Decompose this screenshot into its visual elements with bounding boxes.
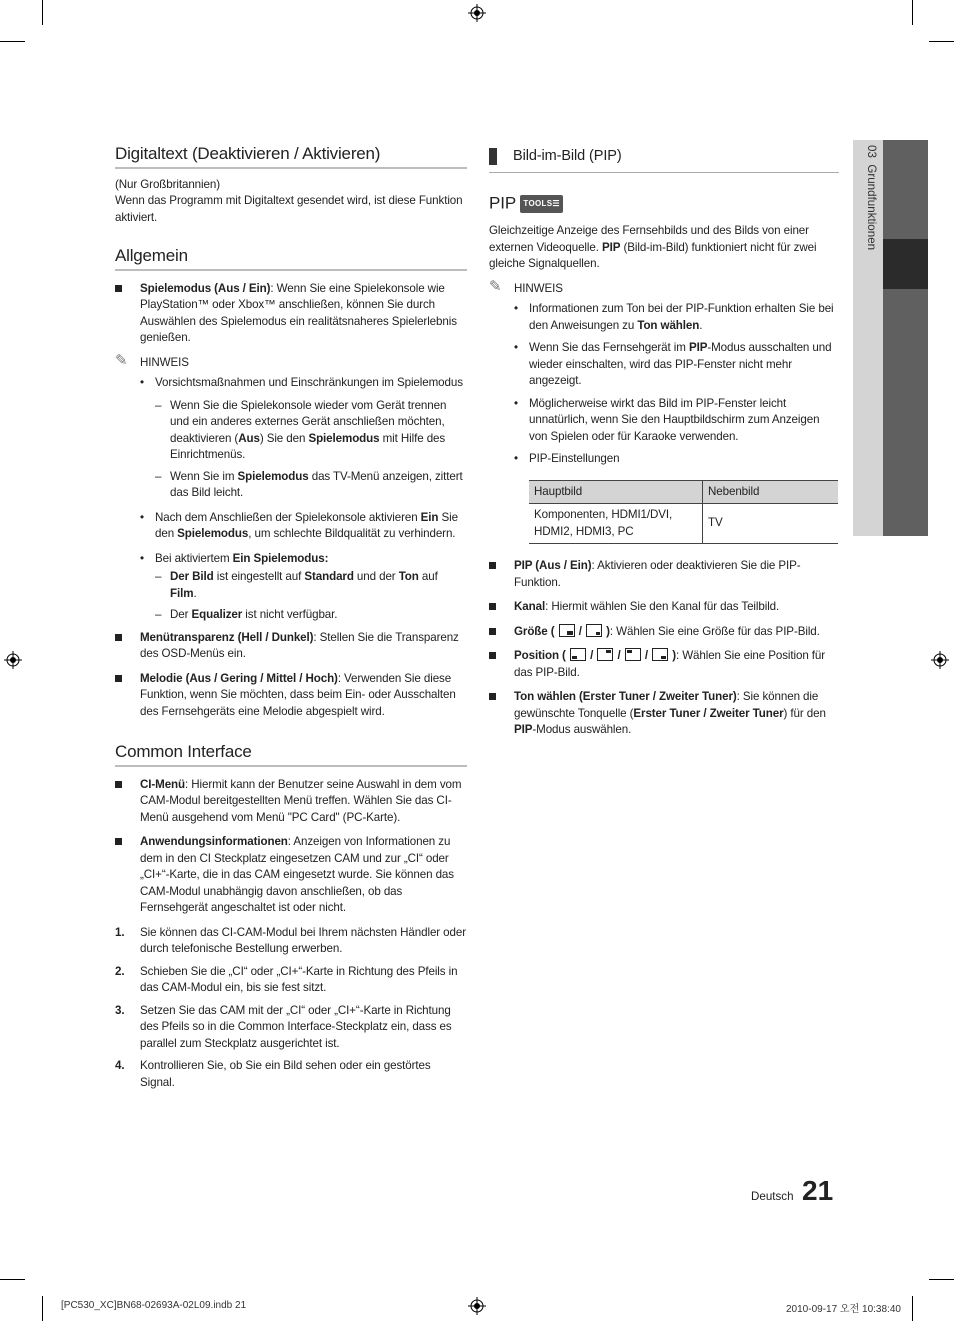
section-digitaltext (115, 146, 467, 226)
heading-digitaltext: Digitaltext (Deaktivieren / Aktivieren) (115, 146, 467, 169)
list-item: – Der Equalizer ist nicht verfügbar. (115, 607, 467, 624)
note-header (115, 351, 467, 372)
chapter-number: 03 (865, 145, 878, 158)
list-item: – Der Bild ist eingestellt auf Standard und der Ton auf Film. (115, 569, 467, 602)
table-header-row (529, 480, 838, 504)
bullet-square-icon (115, 675, 122, 682)
crop-mark (0, 41, 25, 42)
list-item: • Nach dem Anschließen der Spielekonsole aktivieren Ein Sie den Spielemodus, um schlechte Bildqualität zu verhindern. (115, 510, 467, 543)
bullet-square-icon (115, 285, 122, 292)
crop-mark (42, 1296, 43, 1321)
registration-mark-icon (4, 651, 22, 669)
bullet-square-icon (489, 562, 496, 569)
pip-size-small-icon (586, 624, 602, 637)
pip-intro: Gleichzeitige Anzeige des Fernsehbilds und des Bilds von einer externen Videoquelle. PIP (Bild-im-Bild) funktioniert nicht für zwei gleiche Signalquellen. (489, 224, 817, 270)
step-item: 3. Setzen Sie das CAM mit der „CI“ oder „CI+“-Karte in Richtung des Pfeils so in die Common Interface-Steckplatz ein, dass es parallel zum Steckplatz ausgerichtet ist. (115, 1003, 452, 1050)
heading-allgemein: Allgemein (115, 248, 467, 271)
list-item-melodie: Melodie (Aus / Gering / Mittel / Hoch): Verwenden Sie diese Funktion, wenn Sie möchten, dass beim Ein- oder Ausschalten des Fernsehgeräts eine Melodie abgespielt wird. (115, 671, 467, 721)
list-item: • Vorsichtsmaßnahmen und Einschränkungen im Spielemodus (115, 375, 467, 392)
heading-common-interface: Common Interface (115, 744, 467, 767)
footer-language: Deutsch (751, 1190, 794, 1203)
pip-position-top-right-icon (597, 648, 613, 661)
chapter-tab-label (858, 145, 878, 250)
list-item-groesse: Größe ( / ): Wählen Sie eine Größe für das PIP-Bild. (489, 624, 839, 641)
bullet-square-icon (115, 838, 122, 845)
pip-settings-table (529, 480, 838, 545)
list-item-ton-waehlen: Ton wählen (Erster Tuner / Zweiter Tuner): Sie können die gewünschte Tonquelle (Erster Tuner / Zweiter Tuner) für den PIP-Modus auswählen. (489, 689, 839, 739)
pip-position-bottom-left-icon (570, 648, 586, 661)
tools-icon: TOOLS☰ (520, 195, 562, 214)
term-spielemodus: Spielemodus (Aus / Ein) (140, 281, 271, 295)
list-item: • Bei aktiviertem Ein Spielemodus: (115, 551, 467, 568)
list-item-pip-onoff: PIP (Aus / Ein): Aktivieren oder deaktivieren Sie die PIP-Funktion. (489, 558, 839, 591)
section-common-interface (115, 744, 467, 1091)
crop-mark (929, 1279, 954, 1280)
text-digitaltext-desc: Wenn das Programm mit Digitaltext gesendet wird, ist diese Funktion aktiviert. (115, 194, 463, 224)
pip-position-bottom-right-icon (652, 648, 668, 661)
table-cell: Komponenten, HDMI1/DVI, HDMI2, HDMI3, PC (529, 504, 703, 544)
table-row (529, 504, 838, 544)
step-item: 4. Kontrollieren Sie, ob Sie ein Bild sehen oder ein gestörtes Signal. (115, 1059, 431, 1089)
pip-position-top-left-icon (625, 648, 641, 661)
desc-spielemodus: : Wenn Sie eine Spielekonsole wie PlayStation™ oder Xbox™ anschließen, können Sie durch Auswählen des Spielemodus ein realitätsnaheres Spielerlebnis genießen. (140, 281, 457, 344)
list-item-spielemodus (115, 281, 467, 347)
list-item: • PIP-Einstellungen (489, 451, 839, 468)
pip-title: PIP TOOLS☰ (489, 195, 839, 214)
chapter-tab-dark (883, 140, 928, 536)
list-item-position: Position ( / / / ): Wählen Sie eine Position für das PIP-Bild. (489, 648, 839, 681)
bullet-square-icon (489, 603, 496, 610)
text-region-note: (Nur Großbritannien) (115, 177, 220, 191)
pencil-icon: ✎ (115, 351, 128, 369)
step-item: 1. Sie können das CI-CAM-Modul bei Ihrem nächsten Händler oder durch telefonische Bestellung erwerben. (115, 925, 466, 955)
section-bar (489, 148, 497, 165)
section-allgemein (115, 248, 467, 720)
table-header-cell: Hauptbild (529, 480, 703, 504)
list-item: • Möglicherweise wirkt das Bild im PIP-Fenster leicht unnatürlich, wenn Sie den Hauptbildschirm zum Anzeigen von Spielen oder für Karaoke verwenden. (489, 396, 839, 446)
bullet-square-icon (115, 781, 122, 788)
registration-mark-icon (468, 4, 486, 22)
right-column (489, 146, 839, 747)
crop-mark (929, 41, 954, 42)
registration-mark-icon (931, 651, 949, 669)
page-number: 21 (802, 1175, 834, 1206)
list-item-anwendungsinfo: Anwendungsinformationen: Anzeigen von Informationen zu dem in den CI Steckplatz eingesetzen CAM und zur „CI“ oder „CI+“-Karte, die in das CAM eingesetzt wurde. Sie können das CAM-Modul unabhängig davon anschließen, ob das Fernsehgerät angeschaltet ist oder nicht. (115, 834, 467, 917)
heading-bild-im-bild: Bild-im-Bild (PIP) (489, 146, 839, 173)
list-item-ci-menu: CI-Menü: Hiermit kann der Benutzer seine Auswahl in dem vom CAM-Modul bereitgestellten Menü treffen. Wählen Sie das CI-Menü ausgehend vom Menü "PC Card" (PC-Karte). (115, 777, 467, 827)
chapter-title: Grundfunktionen (865, 164, 878, 251)
list-item: • Informationen zum Ton bei der PIP-Funktion erhalten Sie bei den Anweisungen zu Ton wählen. (489, 301, 839, 334)
crop-mark (912, 0, 913, 25)
bullet-square-icon (115, 634, 122, 641)
table-header-cell: Nebenbild (703, 480, 839, 504)
crop-mark (42, 0, 43, 25)
list-item: – Wenn Sie die Spielekonsole wieder vom Gerät trennen und ein anderes externes Gerät anschließen möchten, deaktivieren (Aus) Sie den Spielemodus mit Hilfe des Einrichtmenüs. (115, 398, 467, 464)
list-item-kanal: Kanal: Hiermit wählen Sie den Kanal für das Teilbild. (489, 599, 839, 616)
note-label: HINWEIS (514, 281, 563, 295)
bullet-square-icon (489, 628, 496, 635)
chapter-tab-marker (883, 239, 928, 289)
list-item-menutransparenz: Menütransparenz (Hell / Dunkel): Stellen Sie die Transparenz des OSD-Menüs ein. (115, 630, 467, 663)
crop-mark (0, 1279, 25, 1280)
print-slug-left: [PC530_XC]BN68-02693A-02L09.indb 21 (61, 1300, 247, 1311)
table-cell: TV (703, 504, 839, 544)
print-slug-right: 2010-09-17 오전 10:38:40 (786, 1304, 901, 1315)
note-label: HINWEIS (140, 355, 189, 369)
pencil-icon: ✎ (489, 277, 502, 295)
list-item: – Wenn Sie im Spielemodus das TV-Menü anzeigen, zittert das Bild leicht. (115, 469, 467, 502)
step-item: 2. Schieben Sie die „CI“ oder „CI+“-Karte in Richtung des Pfeils in das CAM-Modul ein, bis sie fest sitzt. (115, 964, 458, 994)
bullet-square-icon (489, 693, 496, 700)
bullet-square-icon (489, 652, 496, 659)
crop-mark (912, 1296, 913, 1321)
list-item: • Wenn Sie das Fernsehgerät im PIP-Modus ausschalten und wieder einschalten, wird das PIP-Fenster nicht mehr angezeigt. (489, 340, 839, 390)
registration-mark-icon (468, 1297, 486, 1315)
left-column (115, 146, 467, 1111)
note-header (489, 277, 839, 298)
pip-size-large-icon (559, 624, 575, 637)
